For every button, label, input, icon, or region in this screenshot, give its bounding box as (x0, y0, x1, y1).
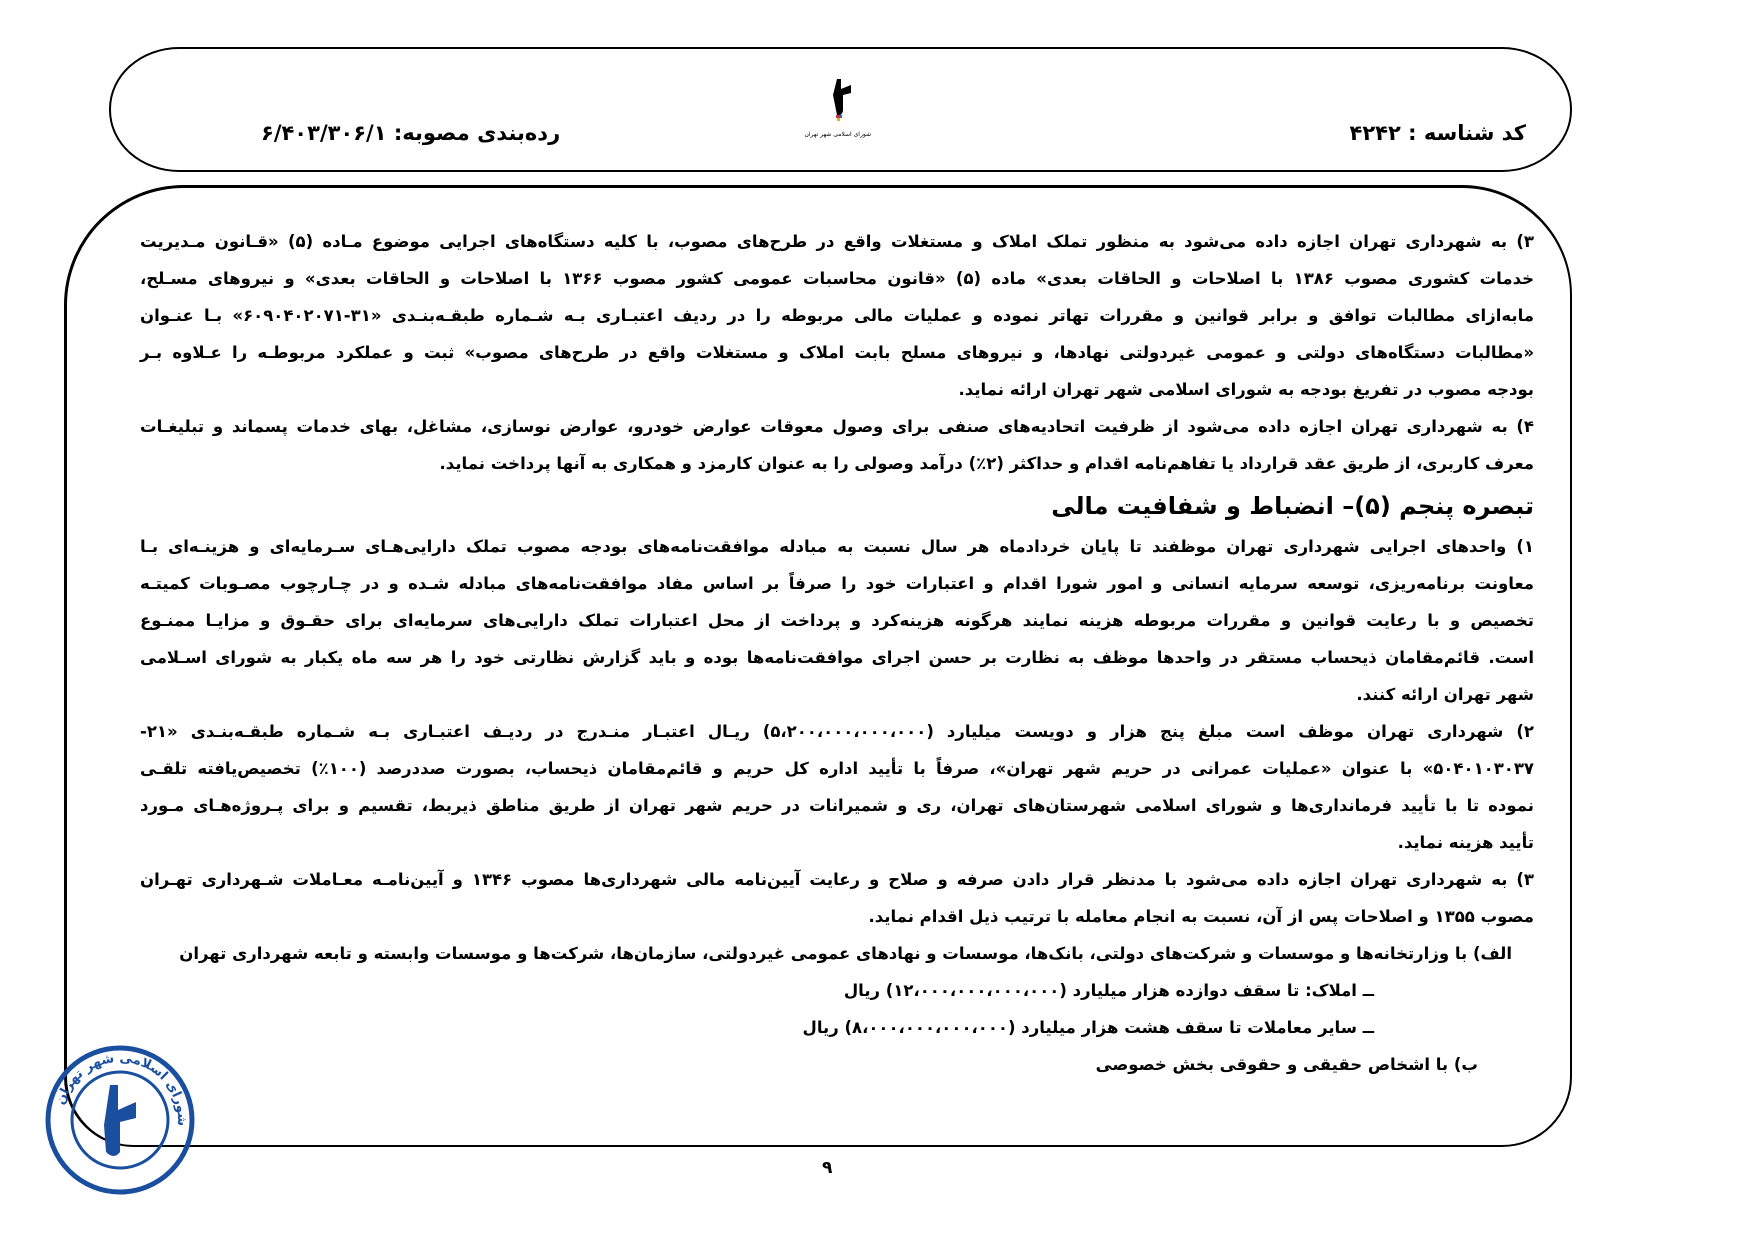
paragraph-line: الف) با وزارتخانه‌ها و موسسات و شرکت‌های دولتی، بانک‌ها، موسسات و نهادهای عمومی غیردولتی، سازمان‌ها، شرکت‌ها و موسسات وابسته و تابعه شهرداری تهران (179, 944, 1512, 963)
paragraph-line: ــ سایر معاملات تا سقف هشت هزار میلیارد (۸،۰۰۰،۰۰۰،۰۰۰،۰۰۰) ریال (802, 1018, 1374, 1037)
paragraph (140, 1009, 1534, 1046)
council-logo-icon (811, 75, 871, 131)
paragraph (140, 713, 1534, 861)
council-logo (804, 75, 871, 145)
paragraph (140, 223, 1534, 408)
document-header (109, 47, 1572, 172)
paragraph (140, 408, 1534, 482)
paragraph-line: ۱) واحدهای اجرایی شهرداری تهران موظفند تا پایان خردادماه هر سال نسبت به مبادله موافقت‌نامه‌های بودجه مصوب تملک دارایی‌هـای سـرمایه‌ای و هزینـه‌ای بـا (140, 537, 1534, 556)
paragraph-line: معاونت برنامه‌ریزی، توسعه سرمایه انسانی و امور شورا اقدام و اعتبارات خود را صرفاً بر اساس مفاد موافقت‌نامه‌های مبادله شـده و در چـارچوب مصـوبات کمیتـه (140, 574, 1534, 593)
paragraph-line: مابه‌ازای مطالبات توافق و برابر قوانین و مقررات تهاتر نموده و عملیات مالی مربوطه را در ردیف اعتبـاری بـه شـماره طبقـه‌بنـدی «۳۱-۶۰۹۰۴۰۲۰۷۱» بـا عنـوان (140, 306, 1534, 325)
document-content (140, 223, 1534, 1083)
paragraph-line: تأیید هزینه نماید. (1397, 833, 1534, 852)
paragraph (140, 935, 1534, 972)
page-number: ۹ (822, 1158, 833, 1178)
paragraph-line: معرف کاربری، از طریق عقد قرارداد یا تفاهم‌نامه اقدام و حداکثر (۲٪) درآمد وصولی را به عنوان کارمزد و همکاری به آنها پرداخت نماید. (439, 454, 1534, 473)
paragraph (140, 1046, 1534, 1083)
resolution-classification: رده‌بندی مصوبه: ۶/۴۰۳/۳۰۶/۱ (261, 121, 561, 145)
paragraph (140, 861, 1534, 935)
svg-text:شورای اسلامی شهر تهران: شورای اسلامی شهر تهران (53, 1050, 190, 1127)
paragraph-line: تخصیص و با رعایت قوانین و مقررات مربوطه هزینه نمایند هرگونه هزینه‌کرد و پرداخت از محل اعتبارات تملک دارایی‌های سرمایه‌ای برای حقـوق و مزایـا ممنـوع (140, 611, 1534, 630)
paragraph-line: ۵۰۴۰۱۰۳۰۳۷» با عنوان «عملیات عمرانی در حریم شهر تهران»، صرفاً با تأیید اداره کل حریم و قائم‌مقامان ذیحساب، بصورت صددرصد (۱۰۰٪) تخصیص‌یافته تلقـی (140, 759, 1534, 778)
logo-caption: شورای اسلامی شهر تهران (804, 131, 871, 138)
paragraph-line: ب) با اشخاص حقیقی و حقوقی بخش خصوصی (1095, 1055, 1478, 1074)
paragraph-line: «مطالبات دستگاه‌های دولتی و عمومی غیردولتی نهادها، و نیروهای مسلح بابت املاک و مستغلات واقع در طرح‌های مصوب» ثبت و عملکرد مربوطـه را عـلاوه بـر (140, 343, 1534, 362)
paragraph-line: ۳) به شهرداری تهران اجازه داده می‌شود با مدنظر قرار دادن صرفه و صلاح و رعایت آیین‌نامه مالی شهرداری‌ها مصوب ۱۳۴۶ و آیین‌نامـه معـاملات شـهرداری تهـران (140, 870, 1534, 889)
paragraph-line: نموده تا با تأیید فرمانداری‌ها و شورای اسلامی شهرستان‌های تهران، ری و شمیرانات در حریم شهر تهران از طریق مناطق ذیربط، تقسیم و برای پـروژه‌هـای مـورد (140, 796, 1534, 815)
paragraph (140, 528, 1534, 713)
paragraph (140, 972, 1534, 1009)
document-code: کد شناسه : ۴۲۴۲ (1349, 121, 1526, 145)
council-seal-stamp-icon (40, 1040, 200, 1200)
paragraph-line: ۲) شهرداری تهران موظف است مبلغ پنج هزار و دویست میلیارد (۵،۲۰۰،۰۰۰،۰۰۰،۰۰۰) ریـال اعتبـار منـدرج در ردیـف اعتبـاری بـه شـماره طبقـه‌بنـدی «۲۱- (140, 722, 1534, 741)
paragraph-line: شهر تهران ارائه کنند. (1356, 685, 1534, 704)
section-heading (140, 484, 1534, 528)
paragraph-line: ۴) به شهرداری تهران اجازه داده می‌شود از ظرفیت اتحادیه‌های صنفی برای وصول معوقات عوارض خودرو، عوارض نوسازی، مشاغل، بهای خدمات پسماند و تبلیغـات (140, 417, 1534, 436)
paragraph-line: ــ املاک: تا سقف دوازده هزار میلیارد (۱۲،۰۰۰،۰۰۰،۰۰۰،۰۰۰) ریال (843, 981, 1374, 1000)
heading-text: تبصره پنجم (۵)– انضباط و شفافیت مالی (1051, 492, 1534, 520)
paragraph-line: مصوب ۱۳۵۵ و اصلاحات پس از آن، نسبت به انجام معامله با ترتیب ذیل اقدام نماید. (868, 907, 1534, 926)
paragraph-line: خدمات کشوری مصوب ۱۳۸۶ با اصلاحات و الحاقات بعدی» ماده (۵) «قانون محاسبات عمومی کشور مصوب ۱۳۶۶ با اصلاحات و الحاقات بعدی» و نیروهای مسـلح، (140, 269, 1535, 288)
paragraph-line: ۳) به شهرداری تهران اجازه داده می‌شود به منظور تملک املاک و مستغلات واقع در طرح‌های مصوب، با کلیه دستگاه‌های اجرایی موضوع مـاده (۵) «قـانون مـدیریت (140, 232, 1534, 251)
paragraph-line: است. قائم‌مقامان ذیحساب مستقر در واحدها موظف به نظارت بر حسن اجرای موافقت‌نامه‌ها بوده و باید گزارش نظارتی خود را هر سه ماه یکبار به شورای اسـلامی (140, 648, 1534, 667)
paragraph-line: بودجه مصوب در تفریغ بودجه به شورای اسلامی شهر تهران ارائه نماید. (958, 380, 1534, 399)
